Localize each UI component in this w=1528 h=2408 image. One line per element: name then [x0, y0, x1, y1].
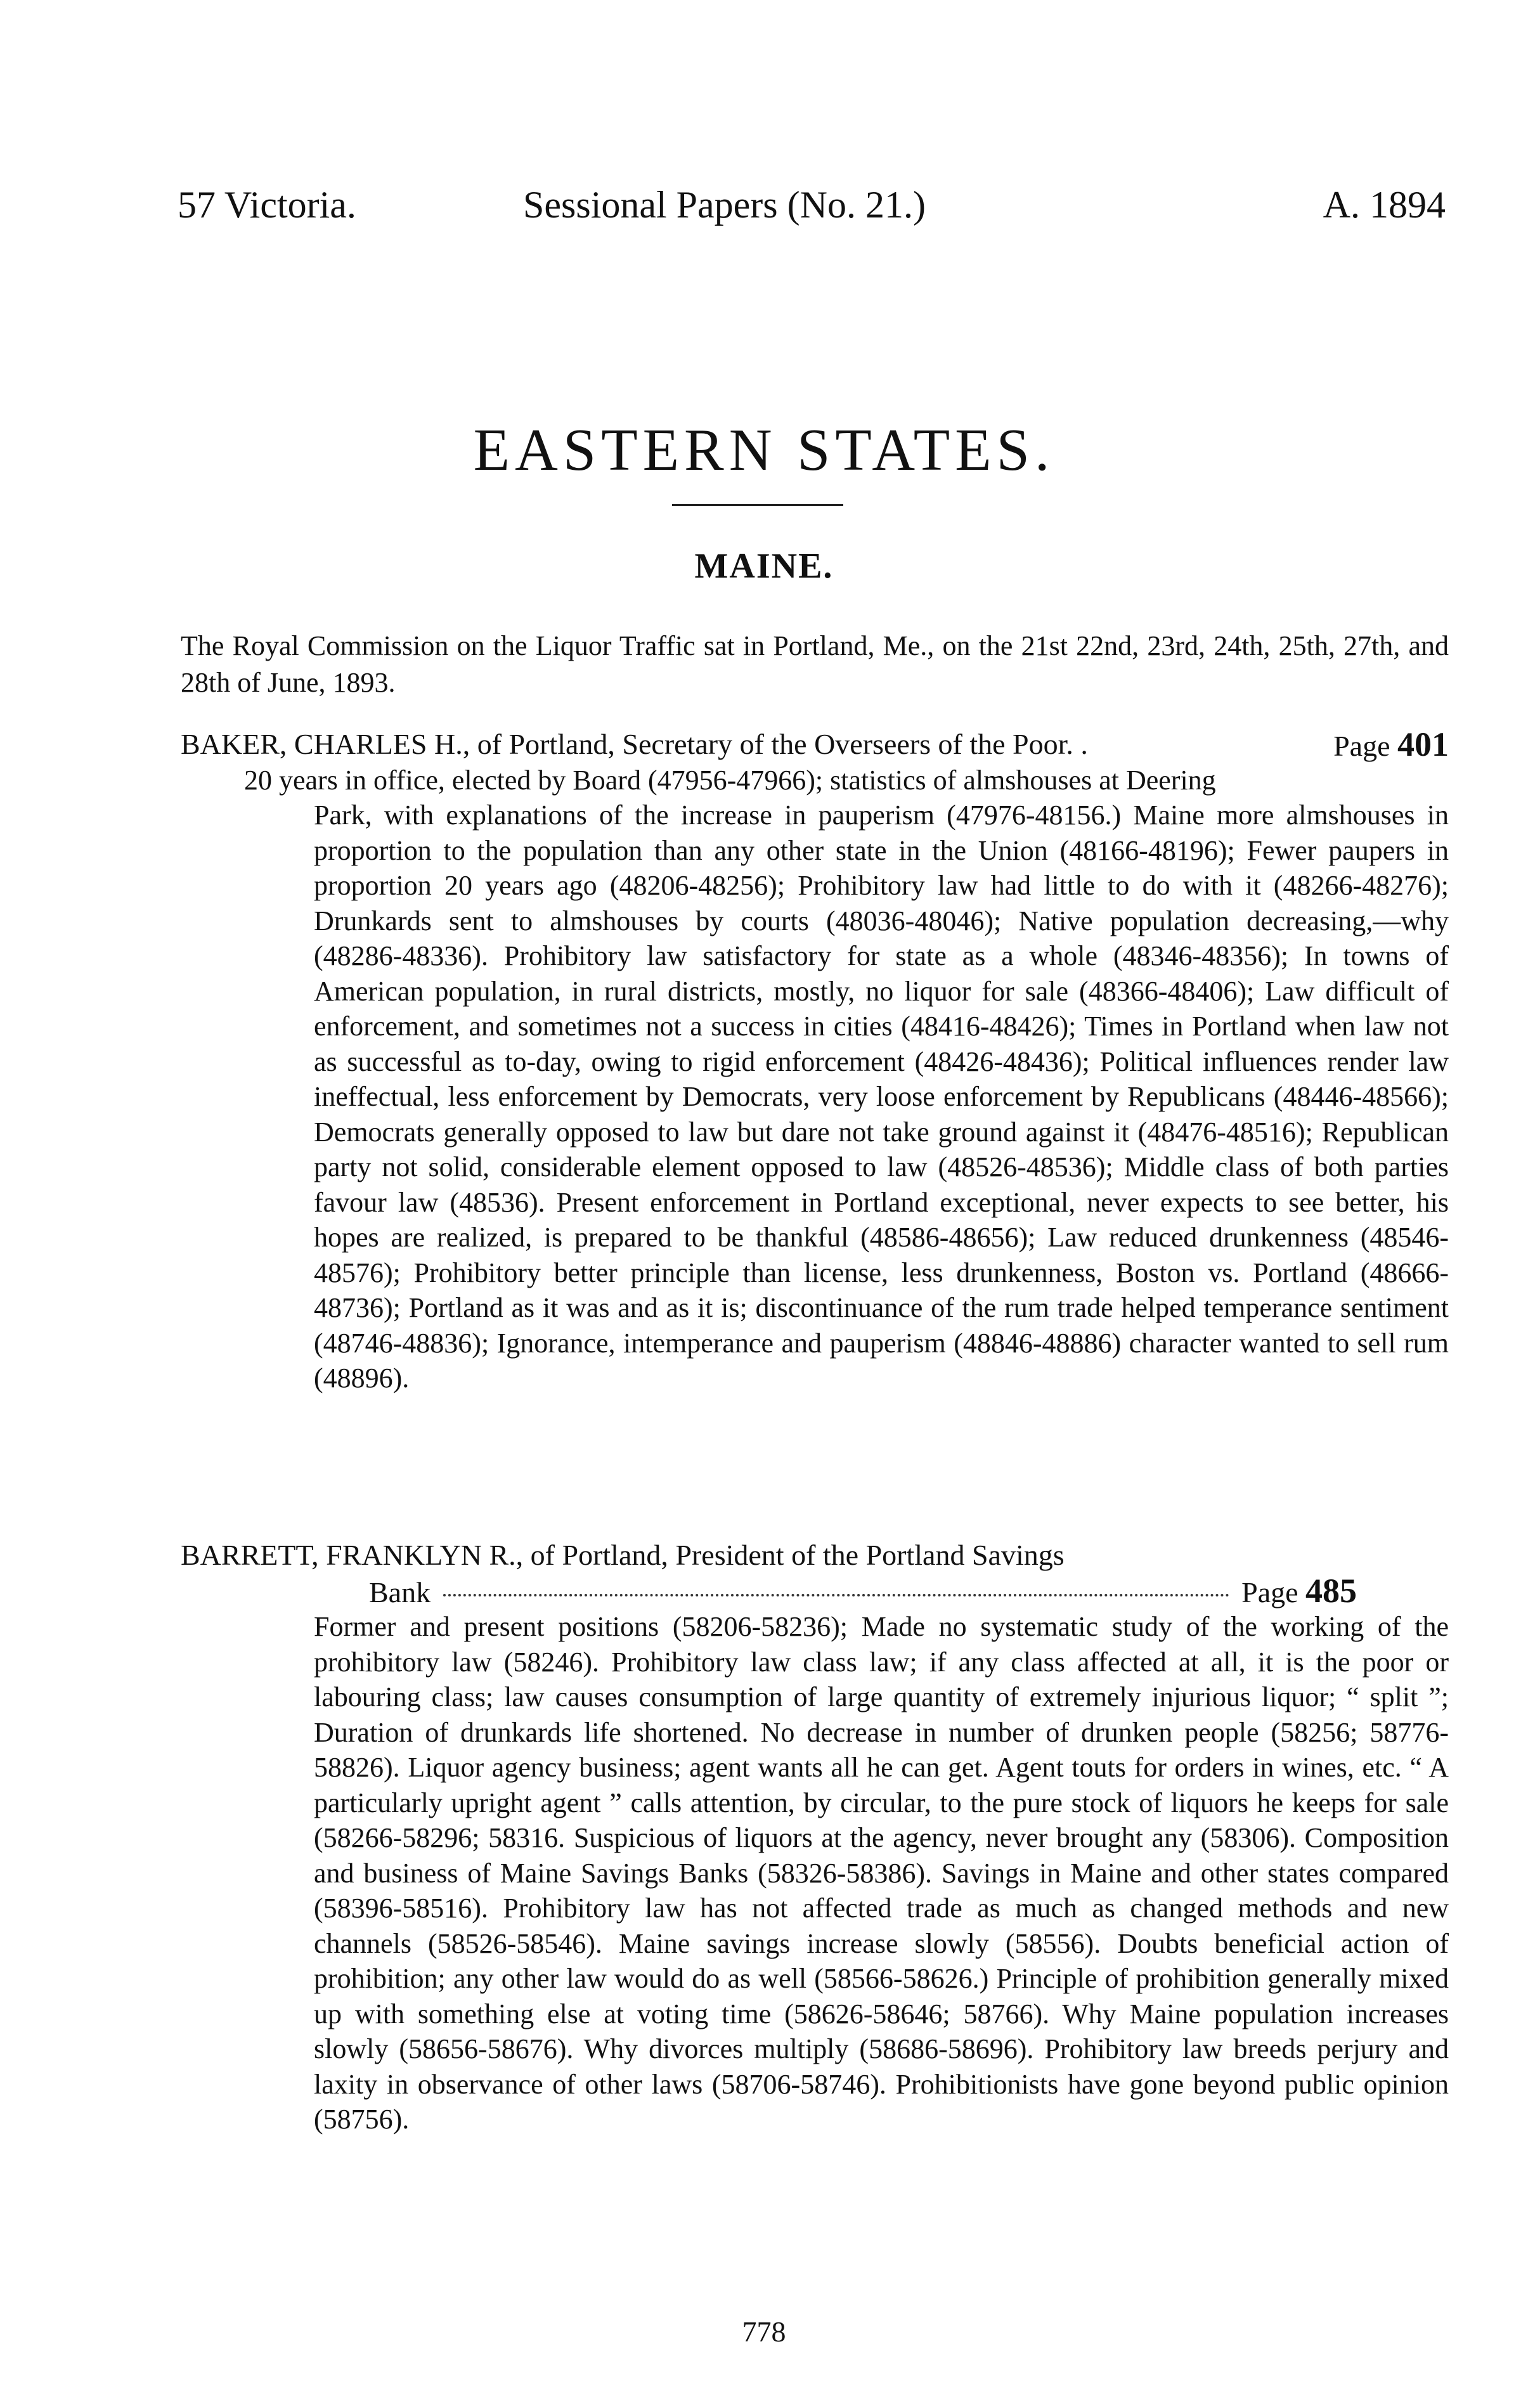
page-number-ref: 401	[1397, 725, 1449, 763]
entry-first-line: 20 years in office, elected by Board (47956-47966); statistics of almshouses at Deering	[244, 765, 1216, 796]
entry-heading-continuation	[369, 1572, 1449, 1611]
entry-summary: Park, with explanations of the increase in pauperism (47976-48156.) Maine more almshouses in proportion to the population than any other state in the Union (48166-48196); Fewer paupers in proportion 20 years ago (48206-48256); Prohibitory law had little to do with it (48266-48276); Drunkards sent to almshouses by courts (48036-48046); Native population decreasing,—why (48286-48336). Prohibitory law satisfactory for state as a whole (48346-48356); In towns of American population, in rural districts, mostly, no liquor for sale (48366-48406); Law difficult of enforcement, and sometimes not a success in cities (48416-48426); Times in Portland when law not as successful as to-day, owing to rigid enforcement (48426-48436); Political influences render law ineffectual, less enforcement by Democrats, very loose enforcement by Republicans (48446-48566); Democrats generally opposed to law but dare not take ground against it (48476-48516); Republican party not solid, considerable element opposed to law (48526-48536); Middle class of both parties favour law (48536). Present enforcement in Portland exceptional, never expects to see better, his hopes are realized, is prepared to be thankful (48586-48656); Law reduced drunkenness (48546-48576); Prohibitory better principle than license, less drunkenness, Boston vs. Portland (48666-48736); Portland as it was and as it is; discontinuance of the rum trade helped temperance sentiment (48746-48836); Ignorance, intemperance and pauperism (48846-48886) character wanted to sell rum (48896).	[314, 799, 1449, 1394]
page-label: Page	[1333, 730, 1390, 762]
section-title: EASTERN STATES.	[473, 417, 1055, 483]
entry-summary: Former and present positions (58206-58236); Made no systematic study of the working of the prohibitory law (58246). Prohibitory law class law; if any class affected at all, it is the poor or labouring class; law causes consumption of large quantity of extremely injurious liquor; “ split ”; Duration of drunkards life shortened. No decrease in number of drunken people (58256; 58776-58826). Liquor agency business; agent wants all he can get. Agent touts for orders in wines, etc. “ A particularly upright agent ” calls attention, by circular, to the pure stock of liquors he keeps for sale (58266-58296; 58316. Suspicious of liquors at the agency, never brought any (58306). Composition and business of Maine Savings Banks (58326-58386). Savings in Maine and other states compared (58396-58516). Prohibitory law has not affected trade as much as changed methods and new channels (58526-58546). Maine savings increase slowly (58556). Doubts beneficial action of prohibition; any other law would do as well (58566-58626.) Principle of prohibition generally mixed up with something else at voting time (58626-58646; 58766). Why Maine population increases slowly (58656-58676). Why divorces multiply (58686-58696). Prohibitory law breeds perjury and laxity in observance of other laws (58706-58746). Prohibitionists have gone beyond public opinion (58756).	[314, 1611, 1449, 2135]
witness-name-continued: Bank	[369, 1576, 431, 1609]
header-publication: Sessional Papers (No. 21.)	[523, 184, 926, 226]
page-label: Page	[1241, 1576, 1298, 1609]
intro-paragraph: The Royal Commission on the Liquor Traffic sat in Portland, Me., on the 21st 22nd, 23rd, 24th, 25th, 27th, and 28th of June, 1893.	[181, 630, 1449, 698]
entry-heading	[181, 726, 1449, 763]
running-header	[178, 176, 1446, 233]
dot-leader	[443, 1594, 1229, 1596]
page-reference	[1333, 726, 1449, 765]
entry-heading	[181, 1537, 1449, 1574]
page-number: 778	[742, 2315, 786, 2348]
state-title: MAINE.	[694, 547, 834, 586]
witness-name: BARRETT, FRANKLYN R., of Portland, President of the Portland Savings	[181, 1539, 1065, 1571]
witness-name: BAKER, CHARLES H., of Portland, Secretary of the Overseers of the Poor. .	[181, 728, 1088, 760]
header-regnal-year: 57 Victoria.	[178, 184, 356, 226]
page-number-ref: 485	[1305, 1572, 1357, 1610]
section-divider	[672, 504, 843, 506]
header-year: A. 1894	[1323, 184, 1446, 226]
